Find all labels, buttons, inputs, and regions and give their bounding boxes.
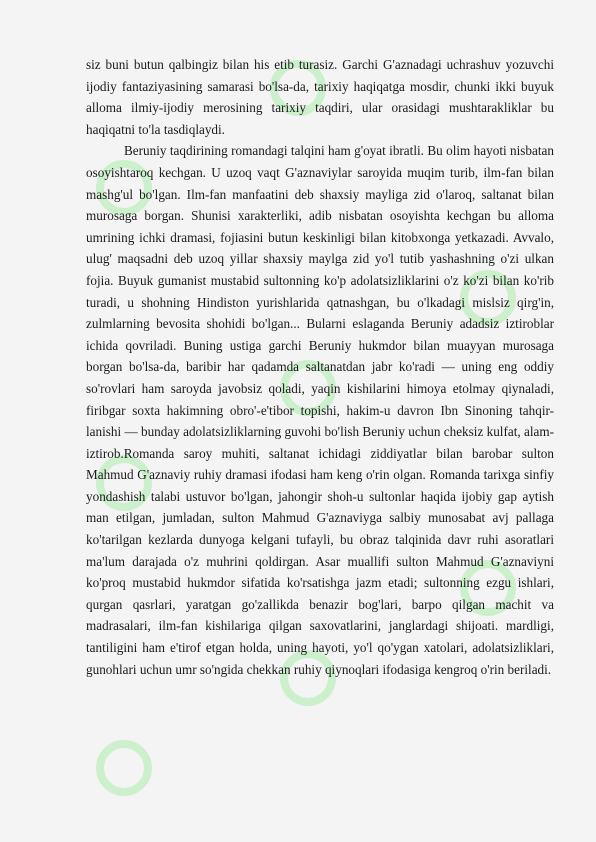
document-body [86,54,554,680]
paragraph: siz buni butun qalbingiz bilan his etib turasiz. Garchi G'aznadagi uchrashuv yozuvchi ijodiy fantaziyasining samarasi bo'lsa-da, tarixiy haqiqatga mosdir, chunki ikki buyuk alloma ilmiy-ijodiy merosining tarixiy taqdiri, ular orasidagi mushtarakliklar bu haqiqatni to'la tasdiqlaydi. [86,57,554,137]
watermark-logo-icon [96,740,152,796]
paragraph: Beruniy taqdirining romandagi talqini ham g'oyat ibratli. Bu olim hayoti nisbatan osoyishtaroq kechgan. U uzoq vaqt G'aznaviylar saroyida muqim turib, ilm-fan bilan mashg'ul bo'lgan. Ilm-fan manfaatini deb shaxsiy mayliga zid o'laroq, saltanat bilan murosaga borgan. Shunisi xarakterliki, adib nisbatan osoyishta kechgan bu alloma umrining ichki dramasi, fojiasini butun keskinligi bilan kitobxonga yetkazadi. Avvalo, ulug' maqsadni deb uzoq yillar shaxsiy maylga zid yo'l tutib yashashning o'zi ulkan fojia. Buyuk gumanist mustabid sultonning ko'p adolatsizliklarini o'z ko'zi bilan ko'rib turadi, u shohning Hindiston yurishlarida qatnashgan, bu o'lkadagi mislsiz qirg'in, zulmlarning bevosita shohidi bo'lgan... Bularni eslaganda Beruniy adadsiz iztiroblar ichida qovriladi. Buning ustiga garchi Beruniy hukmdor bilan muayyan murosaga borgan bo'lsa-da, baribir har qadamda saltanatdan jabr ko'radi — uning eng oddiy so'rovlari ham saroyda javobsiz qoladi, yaqin kishilarini himoya etolmay qiynaladi, firibgar soxta hakimning obro'-e'tibor topishi, hakim-u davron Ibn Sinoning tahqir-lanishi — bunday adolatsizliklarning guvohi bo'lish Beruniy uchun cheksiz kulfat, alam-iztirob.Romanda saroy muhiti, saltanat ichidagi ziddiyatlar bilan barobar sulton Mahmud G'aznaviy ruhiy dramasi ifodasi ham keng o'rin olgan. Romanda tarixga sinfiy yondashish talabi ustuvor bo'lgan, jahongir shoh-u sultonlar haqida ijobiy gap aytish man etilgan, jumladan, sulton Mahmud G'aznaviyga salbiy munosabat avj pallaga ko'tarilgan kezlarda dunyoga kelgani tufayli, bu obraz talqinida davr ruhi asoratlari ma'lum darajada o'z muhrini qoldirgan. Asar muallifi sulton Mahmud G'aznaviyni ko'proq mustabid hukmdor sifatida ko'rsatishga jazm etadi; sultonning ezgu ishlari, qurgan qasrlari, yaratgan go'zallikda benazir bog'lari, barpo qilgan machit va madrasalari, ilm-fan kishilariga qilgan saxovatlarini, janglardagi shijoati. mardligi, tantiligini ham e'tirof etgan holda, uning hayoti, yo'l qo'ygan xatolari, adolatsizliklari, gunohlari uchun umr so'ngida chekkan ruhiy qiynoqlari ifodasiga kengroq o'rin beriladi. [86,143,554,677]
